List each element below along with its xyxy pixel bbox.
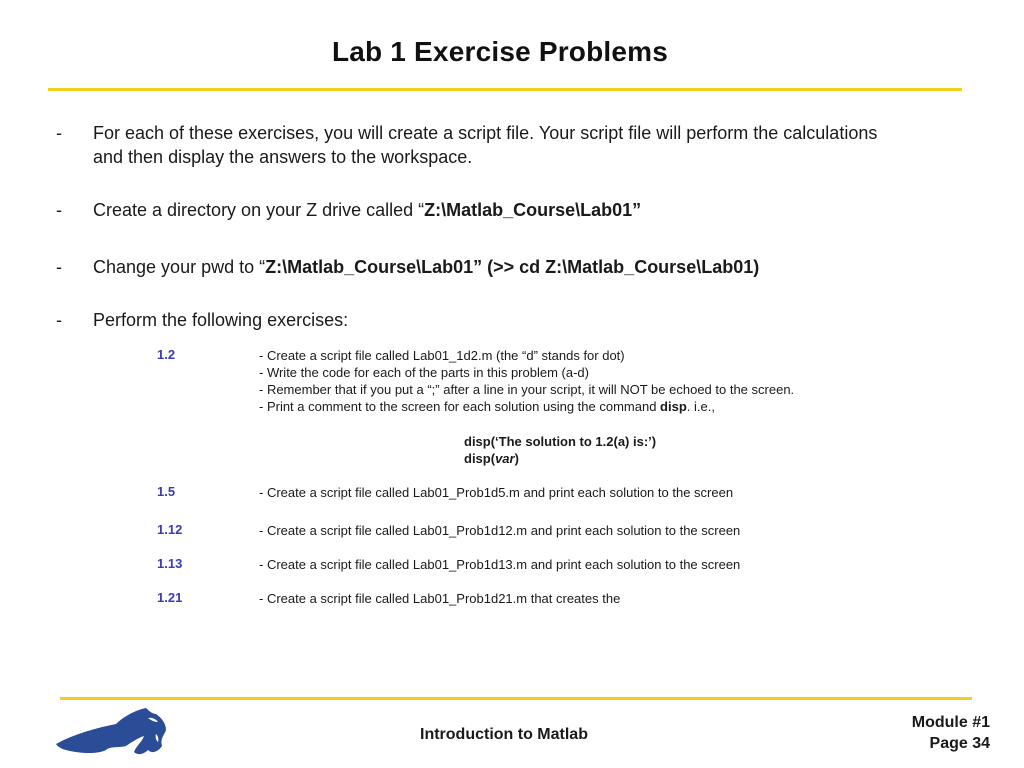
exercise-number: 1.2 [157,347,176,362]
bullet-text-prefix: Change your pwd to “ [93,257,266,277]
instruction-suffix: . i.e., [686,399,715,414]
exercise-instruction: - Create a script file called Lab01_Prob1d21.m that creates the [259,591,621,606]
exercise-instruction [259,398,715,415]
bullet-text [93,198,641,222]
exercise-number: 1.13 [157,556,183,571]
exercise-instruction: - Create a script file called Lab01_Prob1d13.m and print each solution to the screen [259,557,741,572]
bullet-text-line-1: For each of these exercises, you will create a script file. Your script file will perform the calculations [93,123,878,143]
exercise-instruction: - Write the code for each of the parts in this problem (a-d) [259,365,589,380]
slide-title: Lab 1 Exercise Problems [331,36,669,67]
exercise-instruction: - Create a script file called Lab01_Prob1d12.m and print each solution to the screen [259,523,741,538]
bullet-dash: - [56,200,62,220]
bullet-text-prefix: Create a directory on your Z drive called “ [93,200,425,220]
exercise-number: 1.21 [157,590,183,605]
pwd-command: Z:\Matlab_Course\Lab01” (>> cd Z:\Matlab_Course\Lab01) [265,257,760,277]
bullet-text-line-2: and then display the answers to the workspace. [93,147,473,167]
module-number: Module #1 [911,714,990,731]
module-page-info [900,712,990,754]
directory-path: Z:\Matlab_Course\Lab01” [424,200,642,220]
exercise-instruction: - Remember that if you put a “;” after a line in your script, it will NOT be echoed to the screen. [259,382,795,397]
code-variable: var [495,451,515,466]
page-number: Page 34 [929,735,990,752]
footer-divider [60,697,972,700]
exercise-number: 1.5 [157,484,176,499]
code-example-line-1: disp(‘The solution to 1.2(a) is:’) [464,434,657,449]
exercise-instruction: - Create a script file called Lab01_Prob1d5.m and print each solution to the screen [259,485,734,500]
header-divider [48,88,962,91]
code-example-line-2 [464,450,519,467]
code-prefix: disp( [464,451,496,466]
disp-keyword: disp [660,399,687,414]
course-name: Introduction to Matlab [420,726,588,743]
exercise-number: 1.12 [157,522,183,537]
exercise-instruction: - Create a script file called Lab01_1d2.m (the “d” stands for dot) [259,348,625,363]
bullet-text: Perform the following exercises: [93,310,349,330]
code-suffix: ) [514,451,519,466]
panther-logo-icon [52,704,170,760]
instruction-prefix: - Print a comment to the screen for each solution using the command [259,399,661,414]
bullet-dash: - [56,123,62,143]
bullet-dash: - [56,257,62,277]
bullet-dash: - [56,310,62,330]
bullet-text [93,255,759,279]
